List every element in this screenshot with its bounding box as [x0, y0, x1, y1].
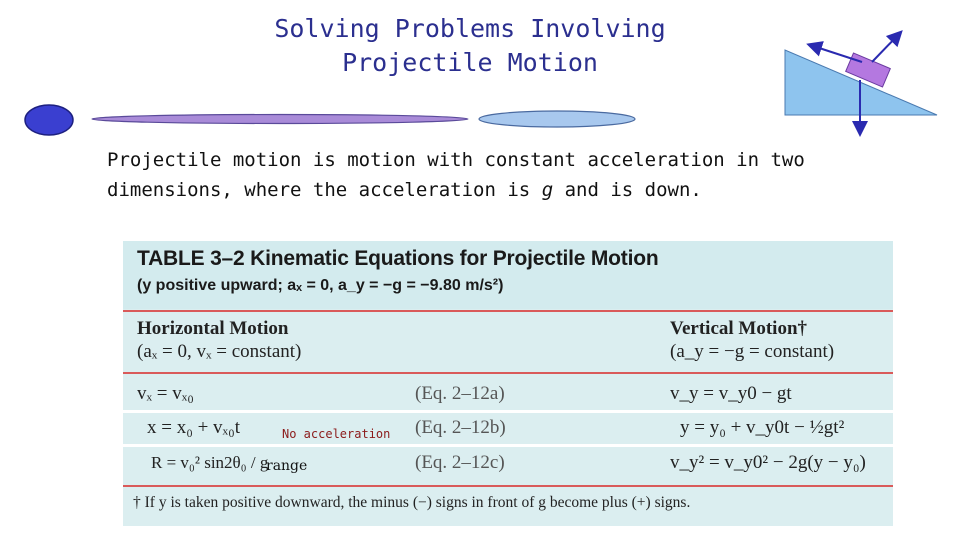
- table-header: [123, 241, 893, 309]
- table-row-1-right: v_y = v_y0 − gt: [670, 383, 792, 404]
- table-row-separator-1: [123, 410, 893, 413]
- light-blue-bar: [479, 111, 635, 127]
- table-row-1-ref: (Eq. 2–12a): [415, 383, 505, 404]
- purple-bar: [92, 115, 468, 124]
- table-row-3-left: R = v₀² sin2θ₀ / g: [151, 453, 269, 472]
- table-footnote: † If y is taken positive downward, the minus (−) signs in front of g become plus (+) signs.: [133, 494, 691, 511]
- intro-text: motion is motion with constant acceleration in two dimensions, where the acceleration is: [107, 149, 805, 201]
- kinematic-equations-table: [123, 241, 893, 526]
- table-subtitle: (y positive upward; aₓ = 0, a_y = −g = −9.80 m/s²): [137, 277, 504, 294]
- table-row-2-right: y = y₀ + v_y0t − ½gt²: [680, 417, 845, 438]
- vertical-motion-condition: (a_y = −g = constant): [670, 341, 835, 362]
- table-row-separator-2: [123, 444, 893, 447]
- table-row-2-ref: (Eq. 2–12b): [415, 417, 506, 438]
- table-row-1-left: vₓ = vₓ₀: [137, 383, 194, 404]
- blue-ellipse: [25, 105, 73, 135]
- horizontal-motion-condition: (aₓ = 0, vₓ = constant): [137, 341, 302, 362]
- horizontal-motion-header: Horizontal Motion: [137, 318, 289, 339]
- table-rule-top: [123, 310, 893, 312]
- table-rule-header: [123, 372, 893, 374]
- table-row-3-ref: (Eq. 2–12c): [415, 452, 505, 473]
- range-annotation: range: [266, 458, 308, 474]
- intro-text-end: and is down.: [553, 179, 702, 201]
- slide-title-line-1: Solving Problems Involving: [274, 14, 666, 43]
- intro-paragraph: [107, 145, 867, 205]
- table-row-3-right: v_y² = v_y0² − 2g(y − y₀): [670, 452, 866, 473]
- intro-g: g: [541, 179, 554, 201]
- vertical-motion-header: Vertical Motion†: [670, 318, 808, 339]
- slide-title-line-2: Projectile Motion: [342, 48, 598, 77]
- table-title: TABLE 3–2 Kinematic Equations for Projectile Motion: [137, 247, 659, 270]
- intro-term: Projectile: [107, 149, 222, 171]
- table-row-2-left: x = x₀ + vₓ₀t: [147, 417, 240, 438]
- no-acceleration-annotation: No acceleration: [282, 427, 391, 441]
- table-rule-bottom: [123, 485, 893, 487]
